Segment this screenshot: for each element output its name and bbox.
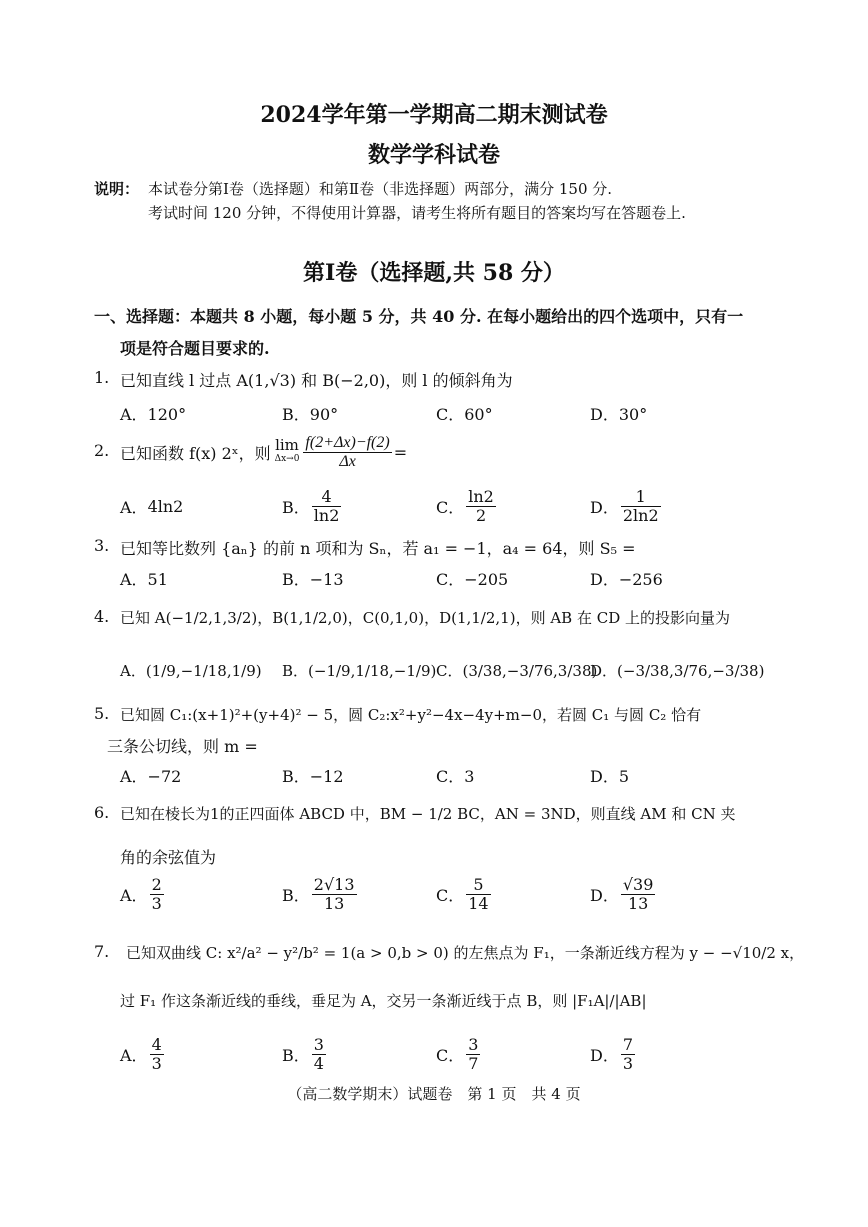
question-3-stem: 已知等比数列 {aₙ} 的前 n 项和为 Sₙ，若 a₁ = −1，a₄ = 64，则 S₅ =: [120, 539, 636, 558]
question-5-option-a: A．−72: [120, 767, 182, 786]
question-1-option-d: D．30°: [590, 405, 648, 424]
question-7-option-d: D． $\frac{7}{3}$: [590, 1034, 634, 1073]
question-4-option-c: C．(3/38,−3/76,3/38): [436, 662, 598, 680]
question-2-option-a: A． 4ln2: [120, 496, 184, 517]
question-2-stem-b: =: [393, 442, 408, 462]
question-2-number: 2.: [94, 441, 110, 460]
question-7-option-c: C． $\frac{3}{7}$: [436, 1034, 479, 1073]
question-2-option-d: D． $\frac{1}{2\ln 2}$: [590, 486, 659, 525]
question-4-option-d: D．(−3/38,3/76,−3/38): [590, 662, 765, 680]
question-3-option-a: A．51: [120, 570, 168, 589]
question-2-option-c: C． $\frac{\ln 2}{2}$: [436, 486, 494, 525]
question-4-option-b: B．(−1/9,1/18,−1/9): [282, 662, 437, 680]
section-title-line-2: 项是符合题目要求的.: [120, 339, 270, 358]
question-3-number: 3.: [94, 536, 110, 555]
question-2-fraction: $\frac{f(2+\Delta x)-f(2)}{\Delta x}$: [305, 433, 390, 470]
question-7-stem: 已知双曲线 C: x²/a² − y²/b² = 1(a > 0,b > 0) 的左焦点为 F₁，一条渐近线方程为 y − −√10/2 x，: [126, 944, 805, 962]
exam-title: 2024学年第一学期高二期末测试卷: [260, 102, 608, 128]
question-7-number: 7.: [94, 942, 110, 961]
question-2-limit: [275, 438, 300, 466]
question-2-stem: [120, 430, 407, 474]
question-6-option-b: B． $\frac{2√13}{13}$: [282, 874, 355, 913]
question-3-option-c: C．−205: [436, 570, 509, 589]
question-1-number: 1.: [94, 368, 110, 387]
question-1-option-b: B．90°: [282, 405, 339, 424]
question-1-option-c: C．60°: [436, 405, 493, 424]
question-5-option-d: D．5: [590, 767, 630, 786]
question-2-limit-label: lim: [275, 436, 299, 454]
page-footer: （高二数学期末）试题卷 第 1 页 共 4 页: [287, 1085, 581, 1103]
question-5-number: 5.: [94, 704, 110, 723]
question-7-stem-cont: 过 F₁ 作这条渐近线的垂线，垂足为 A，交另一条渐近线于点 B，则 |F₁A|/|AB|: [120, 992, 647, 1010]
question-5-option-b: B．−12: [282, 767, 344, 786]
instructions-line-2: 考试时间 120 分钟，不得使用计算器，请考生将所有题目的答案均写在答题卷上.: [148, 204, 686, 222]
question-3-option-d: D．−256: [590, 570, 663, 589]
question-5-stem: 已知圆 C₁:(x+1)²+(y+4)² − 5，圆 C₂:x²+y²−4x−4y+m−0，若圆 C₁ 与圆 C₂ 恰有: [120, 706, 702, 724]
question-4-option-a: A．(1/9,−1/18,1/9): [120, 662, 262, 680]
question-6-option-d: D． $\frac{√39}{13}$: [590, 874, 654, 913]
question-3-option-b: B．−13: [282, 570, 344, 589]
question-6-number: 6.: [94, 803, 110, 822]
question-2-limit-sub: Δx→0: [274, 454, 300, 464]
question-7-option-b: B． $\frac{3}{4}$: [282, 1034, 324, 1073]
instructions-label: 说明：: [94, 180, 140, 198]
question-7-option-a: A． $\frac{4}{3}$: [120, 1034, 162, 1073]
section-title-line-1: 一、选择题：本题共 8 小题，每小题 5 分，共 40 分. 在每小题给出的四个选项中，只有一: [94, 307, 744, 326]
exam-subtitle: 数学学科试卷: [367, 142, 500, 168]
instructions-line-1: 本试卷分第Ⅰ卷（选择题）和第Ⅱ卷（非选择题）两部分，满分 150 分.: [148, 180, 613, 198]
question-2-option-b: B． $\frac{4}{\ln 2}$: [282, 486, 340, 525]
part-heading: 第Ⅰ卷（选择题,共 58 分）: [303, 260, 565, 286]
question-6-option-a: A． $\frac{2}{3}$: [120, 874, 162, 913]
question-5-option-c: C．3: [436, 767, 475, 786]
question-1-option-a: A．120°: [120, 405, 187, 424]
question-4-stem: 已知 A(−1/2,1,3/2)，B(1,1/2,0)，C(0,1,0)，D(1,1/2,1)，则 AB 在 CD 上的投影向量为: [120, 609, 730, 627]
question-4-number: 4.: [94, 607, 110, 626]
question-2-stem-a: 已知函数 f(x) 2ˣ，则: [120, 443, 271, 463]
question-6-option-c: C． $\frac{5}{14}$: [436, 874, 489, 913]
question-1-stem: 已知直线 l 过点 A(1,√3) 和 B(−2,0)，则 l 的倾斜角为: [120, 371, 513, 390]
question-5-stem-cont: 三条公切线，则 m =: [107, 737, 258, 756]
question-6-stem-cont: 角的余弦值为: [120, 848, 217, 867]
question-6-stem: 已知在棱长为1的正四面体 ABCD 中，BM − 1/2 BC，AN = 3ND，则直线 AM 和 CN 夹: [120, 805, 736, 823]
